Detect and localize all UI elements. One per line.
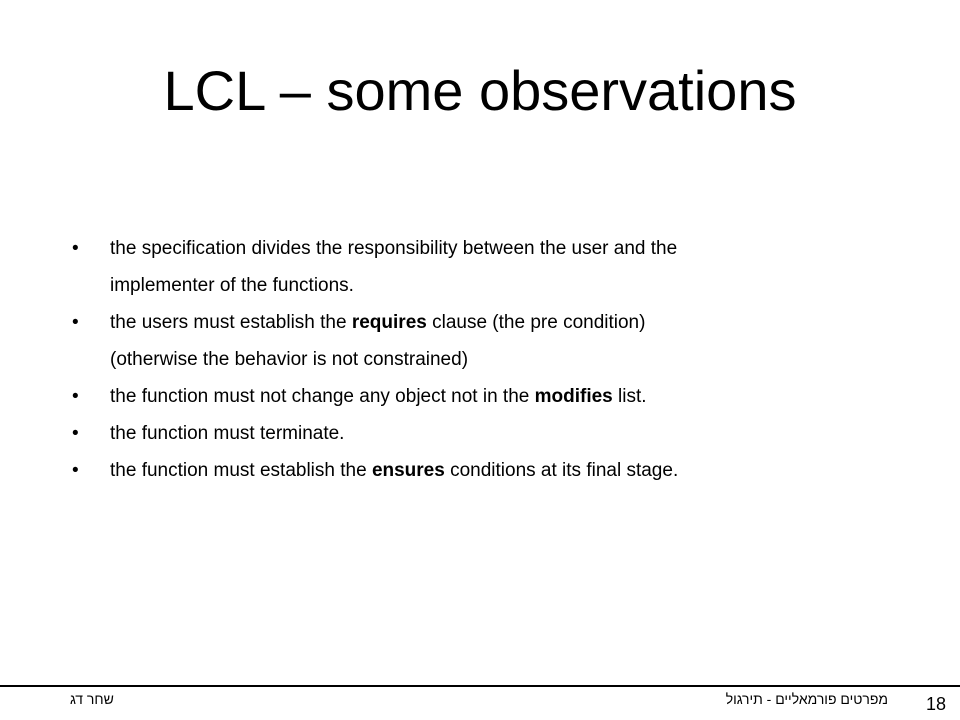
bullet-line: the specification divides the responsibility between the user and the bbox=[110, 238, 678, 259]
bullet-item bbox=[72, 304, 872, 378]
footer-divider bbox=[0, 685, 960, 687]
bullet-marker: • bbox=[72, 238, 79, 259]
bullet-line: the users must establish the requires clause (the pre condition) bbox=[110, 312, 646, 333]
bullet-line: the function must terminate. bbox=[110, 423, 345, 444]
bullet-marker: • bbox=[72, 423, 79, 444]
bullet-marker: • bbox=[72, 460, 79, 481]
keyword-ensures: ensures bbox=[371, 460, 445, 481]
bullet-item bbox=[72, 415, 872, 452]
slide-title: LCL – some observations bbox=[163, 59, 797, 122]
keyword-modifies: modifies bbox=[534, 386, 613, 407]
footer-author: שחר דג bbox=[70, 691, 114, 707]
keyword-requires: requires bbox=[351, 312, 427, 333]
bullet-marker: • bbox=[72, 312, 79, 333]
bullet-line: implementer of the functions. bbox=[110, 275, 354, 296]
bullet-list bbox=[72, 230, 872, 489]
footer-course-title: מפרטים פורמאליים - תירגול bbox=[725, 691, 888, 707]
bullet-marker: • bbox=[72, 386, 79, 407]
bullet-item bbox=[72, 378, 872, 415]
bullet-line: the function must establish the ensures conditions at its final stage. bbox=[110, 460, 679, 481]
bullet-item bbox=[72, 230, 872, 304]
bullet-item bbox=[72, 452, 872, 489]
bullet-line: the function must not change any object not in the modifies list. bbox=[110, 386, 647, 407]
page-number: 18 bbox=[925, 694, 946, 714]
bullet-line: (otherwise the behavior is not constrained) bbox=[110, 349, 469, 370]
